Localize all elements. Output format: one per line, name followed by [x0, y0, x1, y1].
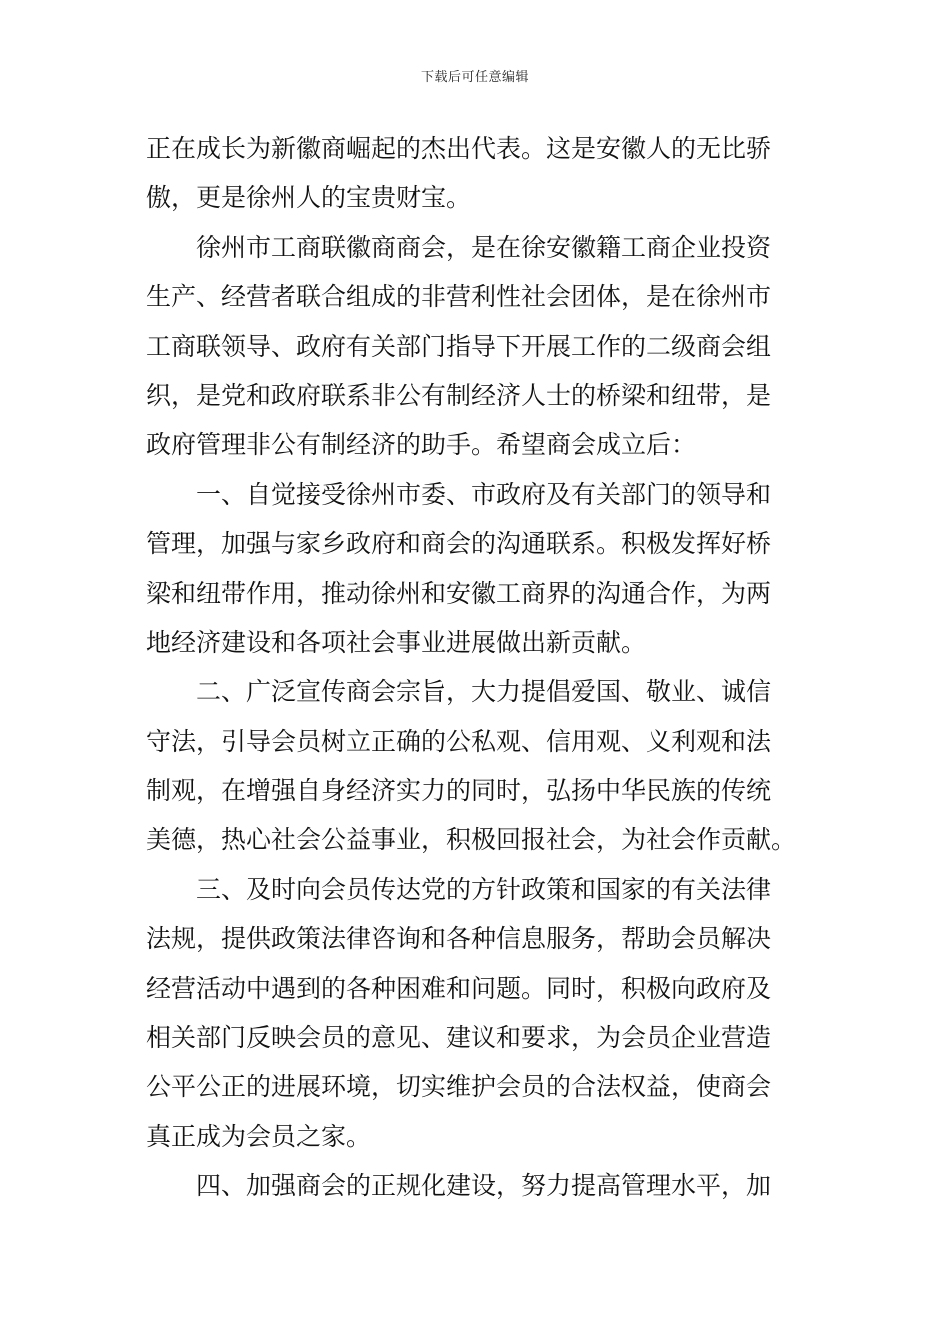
paragraph [146, 223, 808, 470]
text-line: 生产、经营者联合组成的非营利性社会团体，是在徐州市 [146, 282, 772, 312]
text-line: 织，是党和政府联系非公有制经济人士的桥梁和纽带，是 [146, 380, 772, 410]
text-line: 制观，在增强自身经济实力的同时，弘扬中华民族的传统 [146, 776, 772, 806]
paragraph [146, 667, 808, 865]
text-line: 徐州市工商联徽商商会，是在徐安徽籍工商企业投资 [146, 232, 772, 262]
page-header: 下载后可任意编辑 [420, 70, 529, 85]
text-line: 三、及时向会员传达党的方针政策和国家的有关法律 [146, 874, 772, 904]
text-line: 经营活动中遇到的各种困难和问题。同时，积极向政府及 [146, 973, 772, 1003]
text-line: 四、加强商会的正规化建设，努力提高管理水平，加 [146, 1171, 772, 1201]
text-line: 一、自觉接受徐州市委、市政府及有关部门的领导和 [146, 479, 772, 509]
text-line: 相关部门反映会员的意见、建议和要求，为会员企业营造 [146, 1023, 772, 1053]
text-line: 正在成长为新徽商崛起的杰出代表。这是安徽人的无比骄 [146, 134, 772, 163]
text-line: 美德，热心社会公益事业，积极回报社会，为社会作贡献。 [146, 825, 797, 855]
text-line: 地经济建设和各项社会事业进展做出新贡献。 [146, 627, 647, 657]
document-body [146, 124, 808, 1211]
paragraph [146, 124, 808, 223]
text-line: 梁和纽带作用，推动徐州和安徽工商界的沟通合作，为两 [146, 578, 772, 608]
paragraph [146, 1161, 808, 1210]
paragraph [146, 865, 808, 1161]
text-line: 公平公正的进展环境，切实维护会员的合法权益，使商会 [146, 1072, 772, 1102]
paragraph [146, 470, 808, 668]
text-line: 守法，引导会员树立正确的公私观、信用观、义利观和法 [146, 726, 772, 756]
text-line: 工商联领导、政府有关部门指导下开展工作的二级商会组 [146, 331, 772, 361]
text-line: 真正成为会员之家。 [146, 1121, 372, 1151]
text-line: 政府管理非公有制经济的助手。希望商会成立后： [146, 430, 697, 460]
text-line: 法规，提供政策法律咨询和各种信息服务，帮助会员解决 [146, 924, 772, 954]
text-line: 傲，更是徐州人的宝贵财宝。 [146, 183, 472, 213]
text-line: 二、广泛宣传商会宗旨，大力提倡爱国、敬业、诚信 [146, 677, 772, 707]
text-line: 管理，加强与家乡政府和商会的沟通联系。积极发挥好桥 [146, 529, 772, 559]
